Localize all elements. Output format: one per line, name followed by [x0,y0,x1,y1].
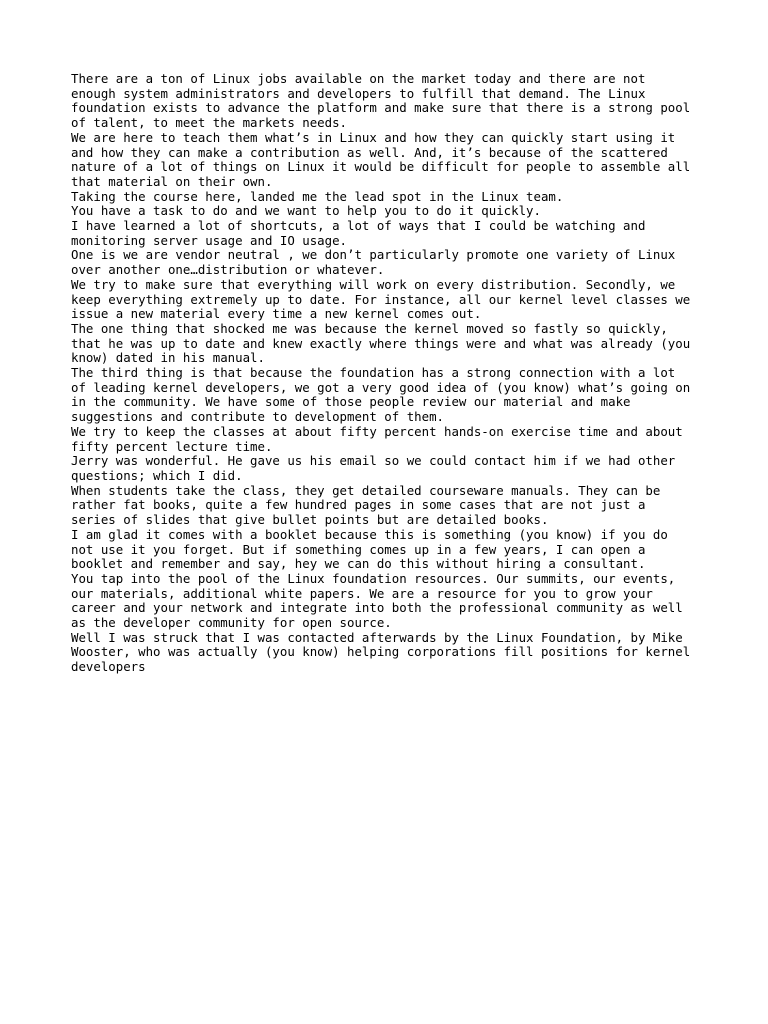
paragraph-11: Jerry was wonderful. He gave us his email so we could contact him if we had other questions; which I did. [71,453,676,483]
paragraph-2: We are here to teach them what’s in Linux and how they can quickly start using it and how they can make a contribution as well. And, it’s because of the scattered nature of a lot of things on Linux it would be difficult for people to assemble all that material on their own. [71,129,691,189]
paragraph-7: We try to make sure that everything will work on every distribution. Secondly, we keep everything extremely up to date. For instance, all our kernel level classes we issue a new material every time a new kernel comes out. [71,276,691,322]
paragraph-3: Taking the course here, landed me the lead spot in the Linux team. [71,188,564,204]
document-page [71,72,711,675]
paragraph-1: There are a ton of Linux jobs available on the market today and there are not enough system administrators and developers to fulfill that demand. The Linux foundation exists to advance the platform and make sure that there is a strong pool of talent, to meet the markets needs. [71,71,691,131]
paragraph-13: I am glad it comes with a booklet because this is something (you know) if you do not use it you forget. But if something comes up in a few years, I can open a booklet and remember and say, hey we can do this without hiring a consultant. [71,526,668,572]
paragraph-5: I have learned a lot of shortcuts, a lot of ways that I could be watching and monitoring server usage and IO usage. [71,218,646,248]
paragraph-9: The third thing is that because the foundation has a strong connection with a lot of leading kernel developers, we got a very good idea of (you know) what’s going on in the community. We have some of those people review our material and make suggestions and contribute to development of them. [71,365,691,425]
paragraph-10: We try to keep the classes at about fifty percent hands-on exercise time and about fifty percent lecture time. [71,423,683,454]
paragraph-8: The one thing that shocked me was because the kernel moved so fastly so quickly, that he was up to date and knew exactly where things were and what was already (you know) dated in his manual. [71,320,691,366]
paragraph-15: Well I was struck that I was contacted afterwards by the Linux Foundation, by Mike Wooster, who was actually (you know) helping corporations fill positions for kernel developers [71,629,691,675]
paragraph-4: You have a task to do and we want to help you to do it quickly. [71,203,541,219]
paragraph-12: When students take the class, they get detailed courseware manuals. They can be rather fat books, quite a few hundred pages in some cases that are not just a series of slides that give bullet points but are detailed books. [71,482,661,528]
paragraph-14: You tap into the pool of the Linux foundation resources. Our summits, our events, our materials, additional white papers. We are a resource for you to grow your career and your network and integrate into both the professional community as well as the developer community for open source. [71,570,683,631]
paragraph-6: One is we are vendor neutral , we don’t particularly promote one variety of Linux over another one…distribution or whatever. [71,247,676,278]
